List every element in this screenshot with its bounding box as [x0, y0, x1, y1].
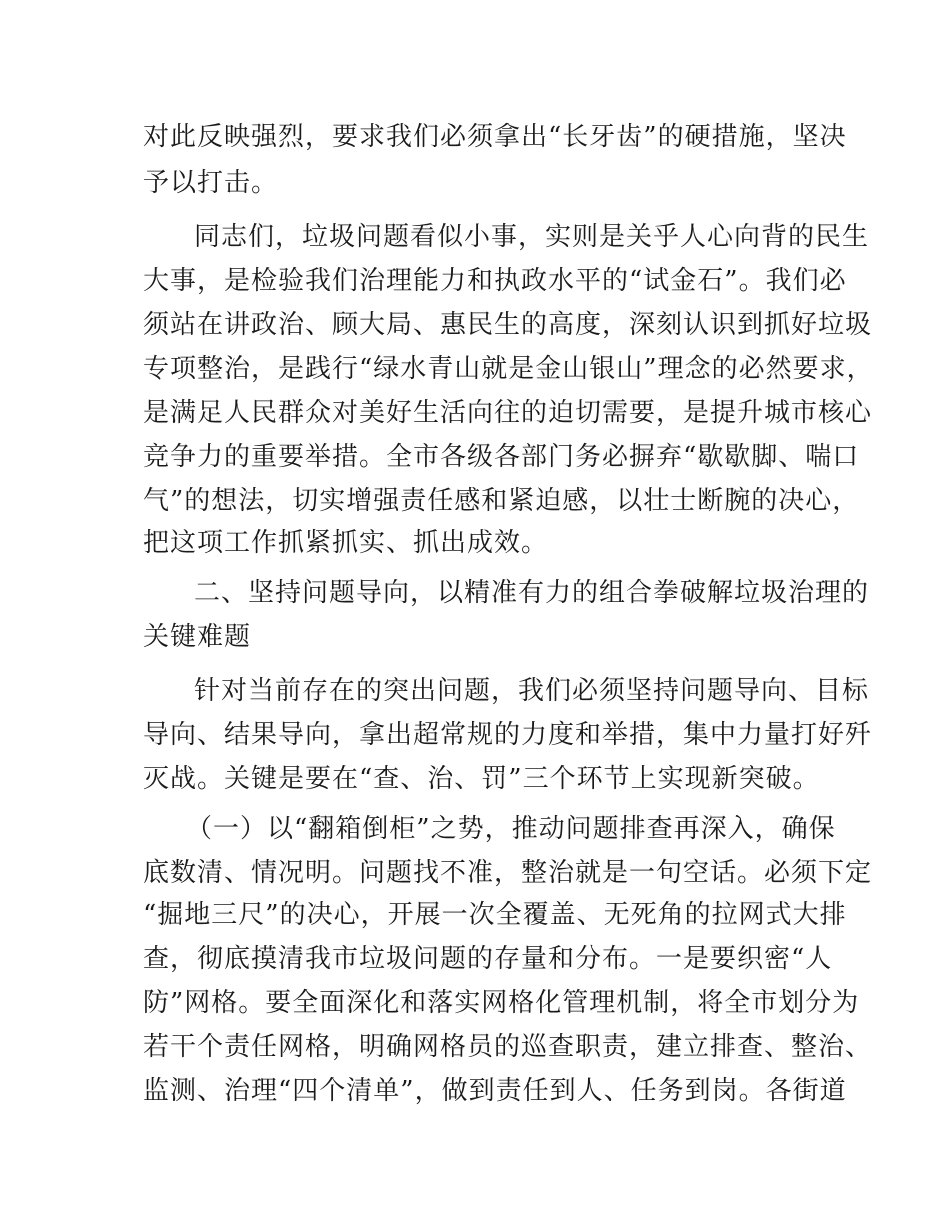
text-line: 须站在讲政治、顾大局、惠民生的高度，深刻认识到抓好垃圾: [143, 310, 873, 340]
text-line: “掘地三尺”的决心，开展一次全覆盖、无死角的拉网式大排: [143, 900, 847, 930]
text-line: 气”的想法，切实增强责任感和紧迫感，以壮士断腕的决心，: [143, 486, 860, 516]
text-line: 把这项工作抓紧抓实、抓出成效。: [143, 528, 549, 558]
paragraph-start-line: 同志们，垃圾问题看似小事，实则是关乎人心向背的民生: [194, 222, 870, 252]
paragraph-start-line: 针对当前存在的突出问题，我们必须坚持问题导向、目标: [194, 676, 870, 706]
text-line: 导向、结果导向，拿出超常规的力度和举措，集中力量打好歼: [143, 720, 873, 750]
text-line: 专项整治，是践行“绿水青山就是金山银山”理念的必然要求，: [143, 354, 874, 384]
text-line: 若干个责任网格，明确网格员的巡查职责，建立排查、整治、: [143, 1032, 873, 1062]
section-heading-line: 二、坚持问题导向，以精准有力的组合拳破解垃圾治理的: [194, 578, 870, 608]
text-line: 大事，是检验我们治理能力和执政水平的“试金石”。我们必: [143, 266, 847, 296]
text-line: 防”网格。要全面深化和落实网格化管理机制，将全市划分为: [143, 988, 860, 1018]
paragraph-start-line: （一）以“翻箱倒柜”之势，推动问题排查再深入，确保: [186, 814, 836, 844]
text-line: 对此反映强烈，要求我们必须拿出“长牙齿”的硬措施，坚决: [143, 122, 847, 152]
text-line: 竞争力的重要举措。全市各级各部门务必摒弃“歇歇脚、喘口: [143, 442, 860, 472]
text-line: 查，彻底摸清我市垃圾问题的存量和分布。一是要织密“人: [143, 944, 833, 974]
text-line: 予以打击。: [143, 168, 279, 198]
text-line: 是满足人民群众对美好生活向往的迫切需要，是提升城市核心: [143, 398, 873, 428]
text-line: 监测、治理“四个清单”，做到责任到人、任务到岗。各街道: [143, 1076, 847, 1106]
text-line: 灭战。关键是要在“查、治、罚”三个环节上实现新突破。: [143, 764, 820, 794]
text-line: 底数清、情况明。问题找不准，整治就是一句空话。必须下定: [143, 858, 873, 888]
section-heading-line: 关键难题: [143, 622, 252, 652]
